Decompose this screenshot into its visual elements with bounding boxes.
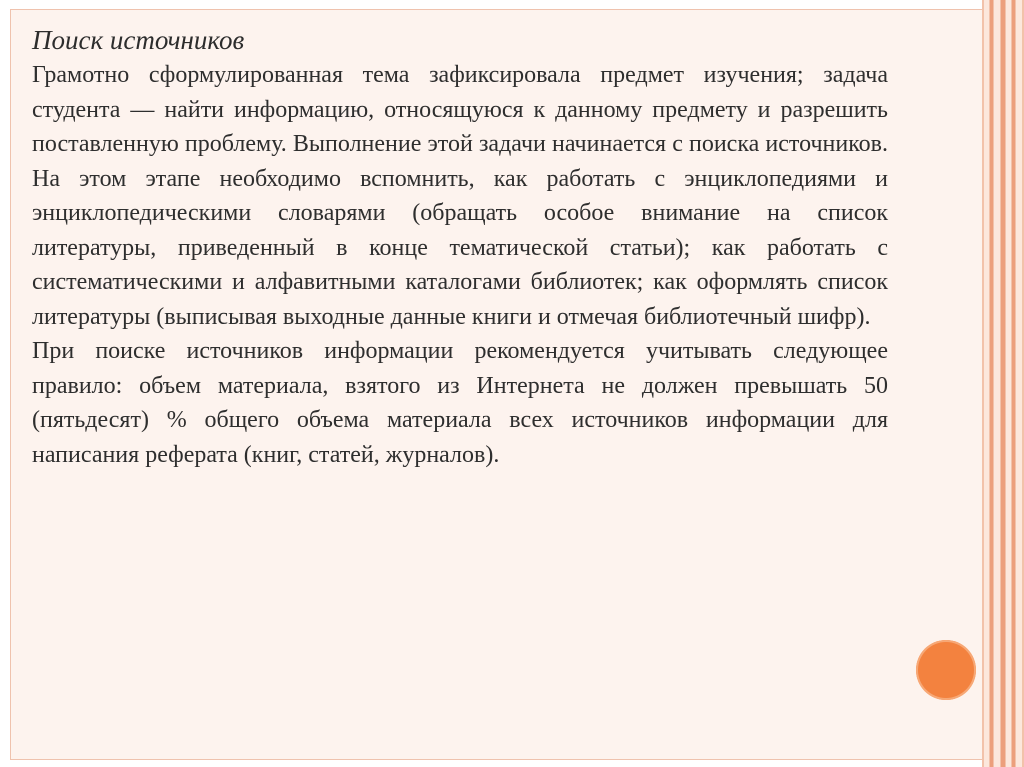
stripe-light-2 — [994, 0, 1000, 767]
slide-title: Поиск источников — [32, 25, 245, 55]
decorative-stripes — [982, 0, 1024, 767]
stripe-light-4 — [1016, 0, 1022, 767]
stripe-light-3 — [1006, 0, 1011, 767]
slide-content — [32, 22, 888, 472]
paragraph-1: Грамотно сформулированная тема зафиксировала предмет изучения; задача студента — найти информацию, относящуюся к данному предмету и разрешить поставленную проблему. Выполнение этой задачи начинается с поиска источников. На этом этапе необходимо вспомнить, как работать с энциклопедиями и энциклопедическими словарями (обращать особое внимание на список литературы, приведенный в конце тематической статьи); как работать с систематическими и алфавитными каталогами библиотек; как оформлять список литературы (выписывая выходные данные книги и отмечая библиотечный шифр). — [32, 62, 888, 330]
stripe-dark-2 — [1001, 0, 1005, 767]
stripe-light-1 — [984, 0, 989, 767]
stripe-dark-3 — [1012, 0, 1015, 767]
paragraph-2: При поиске источников информации рекомендуется учитывать следующее правило: объем материала, взятого из Интернета не должен превышать 50 (пятьдесят) % общего объема материала всех источников информации для написания реферата (книг, статей, журналов). — [32, 338, 888, 468]
orange-circle-icon — [916, 640, 976, 700]
stripe-dark-1 — [990, 0, 993, 767]
